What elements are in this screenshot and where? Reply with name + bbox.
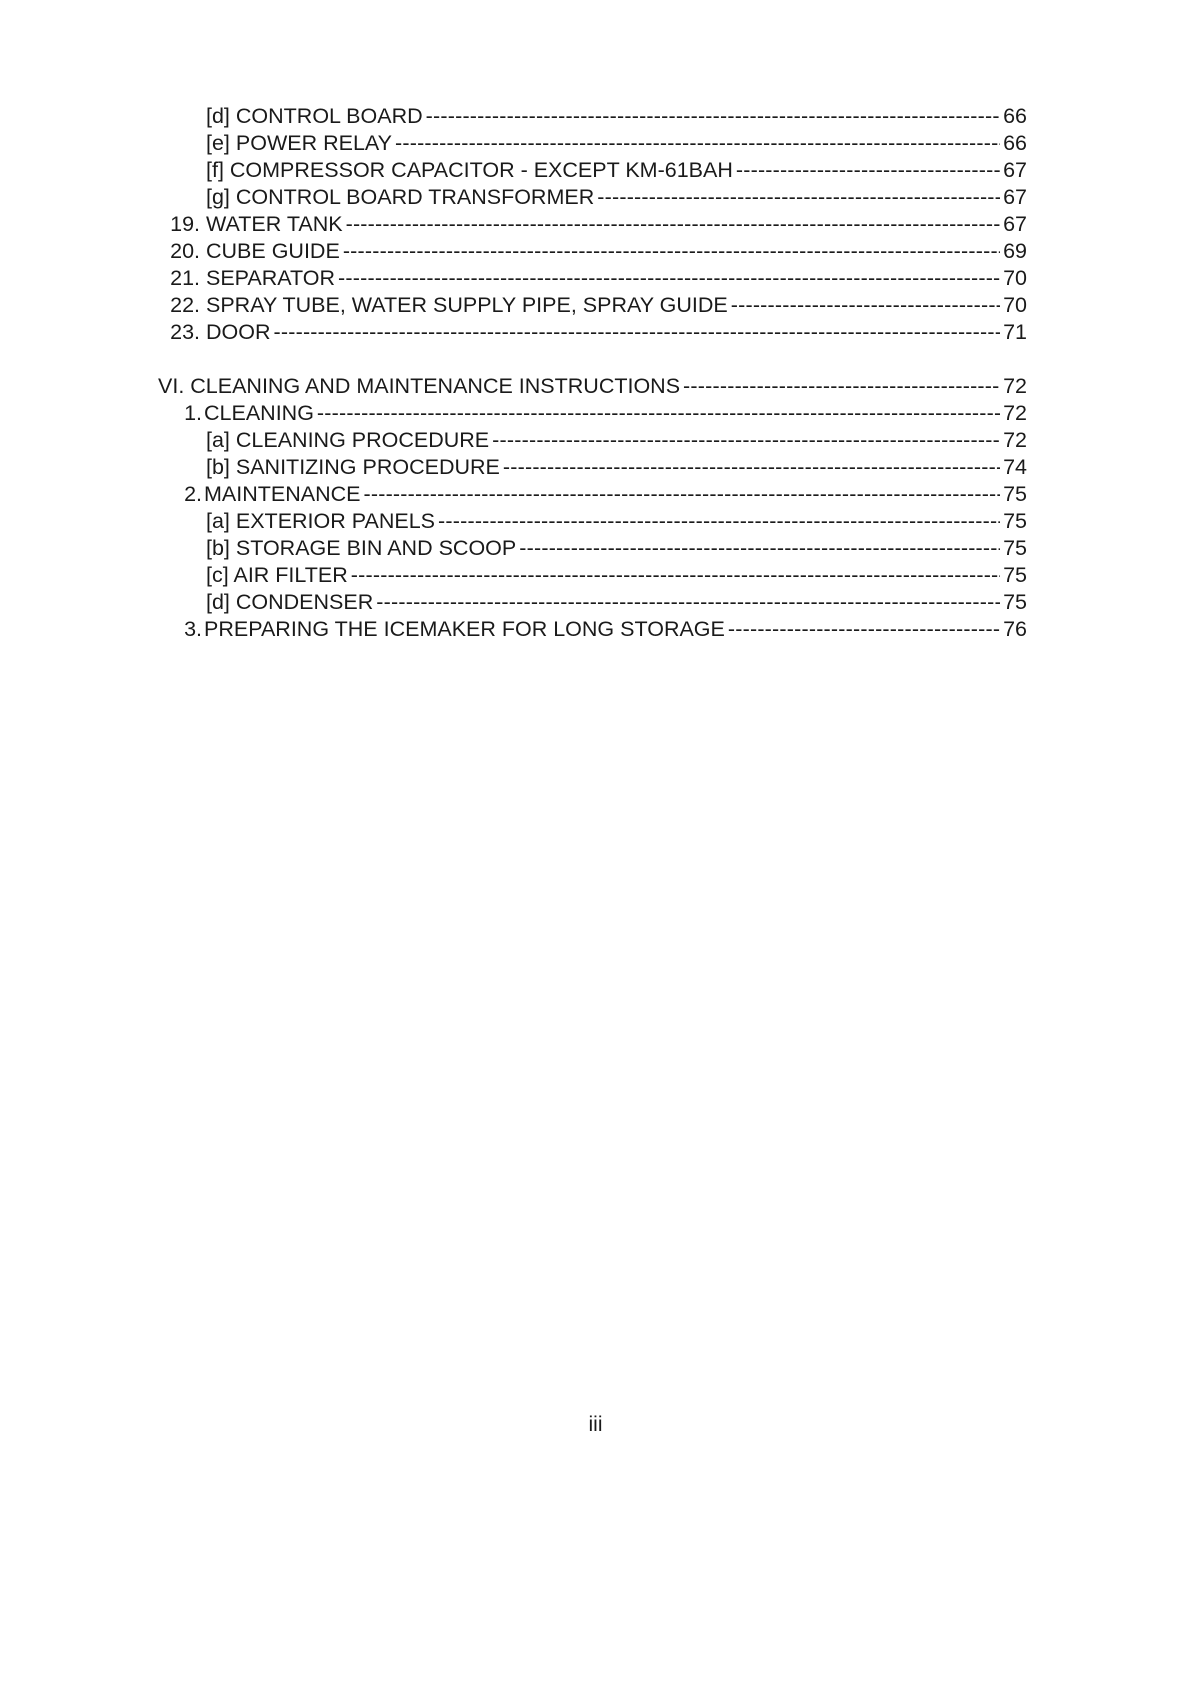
dot-leader (351, 562, 1000, 589)
toc-entry-line (206, 427, 1027, 454)
toc-entry-page: 75 (1003, 536, 1027, 560)
toc-entry (0, 427, 1191, 454)
toc-entry-title: PREPARING THE ICEMAKER FOR LONG STORAGE (204, 617, 725, 641)
toc-entry-page: 67 (1003, 212, 1027, 236)
toc-entry-title: VI. CLEANING AND MAINTENANCE INSTRUCTIONS (158, 374, 681, 398)
toc-entry (0, 535, 1191, 562)
dot-leader (338, 265, 1000, 292)
toc-entry (0, 400, 1191, 427)
toc-entry-title: [c] AIR FILTER (206, 563, 348, 587)
toc-entry-line (204, 481, 1027, 508)
toc-entry-page: 70 (1003, 293, 1027, 317)
toc-entry (0, 454, 1191, 481)
toc-entry-title: [a] EXTERIOR PANELS (206, 509, 436, 533)
toc-entry-page: 75 (1003, 482, 1027, 506)
dot-leader (736, 157, 1000, 184)
dot-leader (376, 589, 1000, 616)
toc-entry-line (204, 616, 1027, 643)
toc-entry-page: 75 (1003, 563, 1027, 587)
toc-entry (0, 103, 1191, 130)
toc-entry-line (206, 265, 1027, 292)
toc-entry-line (206, 103, 1027, 130)
toc-entry-page: 71 (1003, 320, 1027, 344)
toc-entry (0, 238, 1191, 265)
toc-entry-title: [a] CLEANING PROCEDURE (206, 428, 490, 452)
toc-entry-title: SEPARATOR (206, 266, 336, 290)
table-of-contents (0, 103, 1191, 643)
page-number: iii (588, 1413, 603, 1436)
toc-entry-title: CLEANING (204, 401, 314, 425)
toc-entry-line (206, 589, 1027, 616)
toc-entry-line (206, 508, 1027, 535)
toc-entry (0, 508, 1191, 535)
toc-entry-page: 72 (1003, 374, 1027, 398)
dot-leader (519, 535, 1000, 562)
toc-entry (0, 130, 1191, 157)
toc-entry (0, 211, 1191, 238)
toc-entry-number: 23. (170, 320, 200, 344)
toc-entry-page: 72 (1003, 428, 1027, 452)
toc-entry-page: 66 (1003, 131, 1027, 155)
dot-leader (317, 400, 1000, 427)
toc-entry-line (206, 562, 1027, 589)
toc-entry (0, 616, 1191, 643)
toc-entry (0, 265, 1191, 292)
toc-entry-title: [b] SANITIZING PROCEDURE (206, 455, 500, 479)
toc-entry-title: [e] POWER RELAY (206, 131, 392, 155)
toc-entry-line (206, 211, 1027, 238)
toc-entry-line (206, 238, 1027, 265)
dot-leader (343, 238, 1000, 265)
toc-entry-page: 69 (1003, 239, 1027, 263)
toc-entry-title: DOOR (206, 320, 271, 344)
toc-entry-line (206, 454, 1027, 481)
toc-entry-title: SPRAY TUBE, WATER SUPPLY PIPE, SPRAY GUIDE (206, 293, 728, 317)
toc-entry-title: [d] CONDENSER (206, 590, 374, 614)
toc-entry-title: MAINTENANCE (204, 482, 361, 506)
toc-entry-line (158, 373, 1027, 400)
dot-leader (363, 481, 1000, 508)
toc-entry-line (206, 157, 1027, 184)
toc-entry-number: 3. (184, 617, 202, 641)
toc-entry-number: 21. (170, 266, 200, 290)
toc-entry-page: 66 (1003, 104, 1027, 128)
toc-entry (0, 481, 1191, 508)
dot-leader (683, 373, 1000, 400)
toc-entry-line (204, 400, 1027, 427)
dot-leader (438, 508, 1000, 535)
toc-entry-title: CUBE GUIDE (206, 239, 340, 263)
toc-entry-line (206, 319, 1027, 346)
toc-entry-title: [d] CONTROL BOARD (206, 104, 423, 128)
toc-entry-page: 67 (1003, 185, 1027, 209)
toc-entry-page: 70 (1003, 266, 1027, 290)
toc-entry-page: 74 (1003, 455, 1027, 479)
toc-chapter-entry (0, 373, 1191, 400)
toc-entry-number: 22. (170, 293, 200, 317)
dot-leader (728, 616, 1000, 643)
toc-entry-line (206, 130, 1027, 157)
dot-leader (346, 211, 1001, 238)
toc-entry-title: WATER TANK (206, 212, 343, 236)
toc-entry-title: [g] CONTROL BOARD TRANSFORMER (206, 185, 595, 209)
dot-leader (731, 292, 1000, 319)
toc-entry-title: [f] COMPRESSOR CAPACITOR - EXCEPT KM-61BAH (206, 158, 733, 182)
toc-entry (0, 292, 1191, 319)
toc-entry-page: 76 (1003, 617, 1027, 641)
dot-leader (426, 103, 1000, 130)
toc-entry-page: 75 (1003, 509, 1027, 533)
dot-leader (274, 319, 1001, 346)
toc-entry-line (206, 292, 1027, 319)
dot-leader (395, 130, 1000, 157)
dot-leader (492, 427, 1000, 454)
dot-leader (597, 184, 1000, 211)
toc-entry-line (206, 535, 1027, 562)
toc-entry-page: 67 (1003, 158, 1027, 182)
toc-entry-page: 72 (1003, 401, 1027, 425)
toc-entry-line (206, 184, 1027, 211)
dot-leader (503, 454, 1000, 481)
toc-entry-number: 19. (170, 212, 200, 236)
toc-entry (0, 589, 1191, 616)
toc-entry (0, 184, 1191, 211)
toc-entry (0, 562, 1191, 589)
toc-entry-number: 2. (184, 482, 202, 506)
toc-entry (0, 157, 1191, 184)
toc-entry-title: [b] STORAGE BIN AND SCOOP (206, 536, 517, 560)
toc-entry (0, 319, 1191, 346)
toc-entry-number: 1. (184, 401, 202, 425)
toc-entry-page: 75 (1003, 590, 1027, 614)
toc-entry-number: 20. (170, 239, 200, 263)
